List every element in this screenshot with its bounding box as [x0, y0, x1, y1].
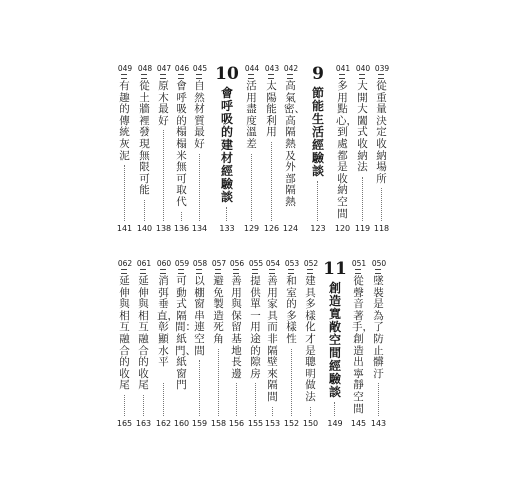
page-number: 159: [191, 419, 208, 428]
entry-number: 039: [374, 64, 390, 73]
entry-marker: [121, 269, 127, 274]
entry-marker: [178, 74, 184, 79]
dot-leader: [362, 177, 363, 221]
toc-entry[interactable]: [175, 64, 188, 239]
entry-title: 以棚窗串連空間: [194, 275, 205, 357]
entry-title: 會呼吸的榻榻米無可取代: [176, 80, 187, 208]
entry-title: 太陽能利用: [266, 80, 277, 139]
page-number: 136: [173, 224, 190, 233]
toc-entry[interactable]: [372, 259, 385, 434]
entry-title: 提供單一用途的隙房: [250, 275, 261, 380]
page-number: 141: [116, 224, 133, 233]
entry-title: 大開大闔式收納法: [357, 80, 368, 174]
entry-number: 041: [335, 64, 351, 73]
page-number: 152: [283, 419, 300, 428]
toc-entry[interactable]: [230, 259, 243, 434]
chapter-number: 10: [215, 64, 239, 84]
dot-leader: [272, 407, 273, 416]
entry-title: 和室的多樣性: [286, 275, 297, 345]
toc-entry[interactable]: [157, 64, 170, 239]
page-number: 143: [370, 419, 387, 428]
entry-number: 048: [137, 64, 153, 73]
toc-entry[interactable]: [350, 259, 373, 434]
page-number: 165: [116, 419, 133, 428]
entry-number: 062: [117, 259, 133, 268]
dot-leader: [381, 188, 382, 221]
toc-entry[interactable]: [212, 259, 225, 434]
page-number: 160: [173, 419, 190, 428]
entry-number: 044: [244, 64, 260, 73]
chapter-title: 會呼吸的建材經驗談: [220, 86, 233, 204]
page-number: 134: [191, 224, 208, 233]
entry-marker: [215, 269, 221, 274]
entry-marker: [140, 269, 146, 274]
chapter-number: 9: [312, 64, 324, 84]
entry-number: 053: [284, 259, 300, 268]
entry-marker: [141, 74, 147, 79]
entry-title: 從重量決定收納場所: [376, 80, 387, 185]
entry-number: 040: [355, 64, 371, 73]
toc-entry[interactable]: [245, 64, 258, 239]
page-number: 138: [155, 224, 172, 233]
entry-title: 墜裝是為了防止髒汙: [373, 275, 384, 380]
dot-leader: [124, 165, 125, 221]
toc-entry[interactable]: [249, 259, 262, 434]
entry-number: 057: [211, 259, 227, 268]
chapter-title: 創造寬敞空間經驗談: [328, 281, 341, 399]
entry-marker: [178, 269, 184, 274]
dot-leader: [271, 142, 272, 221]
dot-leader: [143, 395, 144, 416]
dot-leader: [236, 383, 237, 416]
entry-title: 自然材質最好: [194, 80, 205, 150]
page-number: 119: [354, 224, 371, 233]
page-number: 150: [302, 419, 319, 428]
dot-leader: [251, 154, 252, 221]
page-number: 123: [310, 224, 326, 233]
toc-entry[interactable]: [193, 259, 206, 434]
page-number: 133: [219, 224, 235, 233]
entry-marker: [196, 74, 202, 79]
entry-marker: [269, 269, 275, 274]
page-number: 145: [350, 419, 367, 428]
dot-leader: [334, 402, 335, 416]
toc-chapter[interactable]: [323, 259, 347, 434]
entry-number: 060: [156, 259, 172, 268]
toc-entry[interactable]: [118, 259, 131, 434]
dot-leader: [317, 181, 318, 221]
page-number: 156: [228, 419, 245, 428]
entry-title: 建具多樣化才是聰明做法: [305, 275, 316, 403]
entry-marker: [248, 74, 254, 79]
toc-entry[interactable]: [375, 64, 388, 239]
toc-entry[interactable]: [173, 259, 196, 434]
toc-chapter[interactable]: [215, 64, 239, 239]
entry-title: 多用點心，到處都是收納空間: [336, 80, 357, 220]
page-number: 126: [263, 224, 280, 233]
entry-number: 042: [283, 64, 299, 73]
page-number: 163: [135, 419, 152, 428]
toc-chapter[interactable]: [309, 64, 327, 239]
dot-leader: [218, 349, 219, 416]
entry-number: 049: [117, 64, 133, 73]
entry-title: 延伸與相互融合的收尾: [119, 275, 130, 392]
entry-marker: [378, 74, 384, 79]
entry-title: 高氣密、高隔熱及外部隔熱: [284, 80, 305, 208]
page-number: 158: [210, 419, 227, 428]
entry-number: 056: [229, 259, 245, 268]
entry-marker: [160, 74, 166, 79]
entry-marker: [287, 74, 293, 79]
entry-title: 消弭垂直，彰顯水平: [157, 275, 178, 369]
entry-title: 從聲音著手，創造出寧靜空間: [352, 275, 373, 415]
dot-leader: [181, 212, 182, 221]
dot-leader: [291, 349, 292, 416]
entry-title: 有趣的傳統灰泥: [119, 80, 130, 162]
dot-leader: [163, 130, 164, 221]
page-number: 118: [373, 224, 390, 233]
page-number: 120: [334, 224, 351, 233]
entry-marker: [121, 74, 127, 79]
toc-entry[interactable]: [118, 64, 131, 239]
entry-title: 活用盡度溫差: [246, 80, 257, 150]
entry-number: 051: [351, 259, 367, 268]
toc-entry[interactable]: [266, 259, 279, 434]
entry-number: 050: [371, 259, 387, 268]
toc-entry[interactable]: [138, 64, 151, 239]
entry-number: 059: [174, 259, 190, 268]
entry-title: 延伸與相互融合的收尾: [138, 275, 149, 392]
page-number: 140: [136, 224, 153, 233]
dot-leader: [310, 407, 311, 416]
toc-entry[interactable]: [137, 259, 150, 434]
entry-marker: [307, 269, 313, 274]
page-number: 129: [243, 224, 260, 233]
entry-marker: [375, 269, 381, 274]
dot-leader: [255, 383, 256, 416]
entry-number: 047: [156, 64, 172, 73]
dot-leader: [124, 395, 125, 416]
page-number: 153: [264, 419, 281, 428]
entry-number: 045: [192, 64, 208, 73]
toc-entry[interactable]: [265, 64, 278, 239]
toc-entry[interactable]: [282, 64, 305, 239]
dot-leader: [163, 383, 164, 416]
page-number: 124: [282, 224, 299, 233]
dot-leader: [199, 154, 200, 221]
toc-entry[interactable]: [304, 259, 317, 434]
entry-marker: [288, 269, 294, 274]
entry-title: 善用與保留基地長邊: [231, 275, 242, 380]
chapter-number: 11: [323, 259, 347, 279]
entry-number: 054: [265, 259, 281, 268]
toc-entry[interactable]: [155, 259, 178, 434]
entry-marker: [268, 74, 274, 79]
entry-marker: [355, 269, 361, 274]
entry-marker: [359, 74, 365, 79]
entry-title: 可動式隔間：紙門、紙窗門: [175, 275, 196, 392]
dot-leader: [199, 360, 200, 416]
toc-entry[interactable]: [356, 64, 369, 239]
toc-entry[interactable]: [334, 64, 357, 239]
page-number: 149: [327, 419, 343, 428]
chapter-title: 節能生活經驗談: [311, 86, 324, 178]
entry-number: 043: [264, 64, 280, 73]
entry-marker: [252, 269, 258, 274]
entry-marker: [160, 269, 166, 274]
dot-leader: [378, 383, 379, 416]
entry-marker: [339, 74, 345, 79]
entry-title: 避免製造死角: [213, 275, 224, 345]
entry-marker: [196, 269, 202, 274]
toc-entry[interactable]: [285, 259, 298, 434]
entry-title: 原木最好: [158, 80, 169, 127]
dot-leader: [144, 200, 145, 221]
entry-number: 058: [192, 259, 208, 268]
entry-number: 055: [248, 259, 264, 268]
entry-number: 061: [136, 259, 152, 268]
page-number: 155: [247, 419, 264, 428]
entry-marker: [233, 269, 239, 274]
toc-block-bottom: [0, 259, 520, 434]
dot-leader: [226, 207, 227, 221]
page-number: 162: [155, 419, 172, 428]
entry-title: 從土牆裡發現無限可能: [139, 80, 150, 197]
toc-entry[interactable]: [193, 64, 206, 239]
entry-title: 善用家具而非隔壁來隔間: [267, 275, 278, 403]
toc-block-top: [0, 64, 520, 239]
entry-number: 046: [174, 64, 190, 73]
entry-number: 052: [303, 259, 319, 268]
